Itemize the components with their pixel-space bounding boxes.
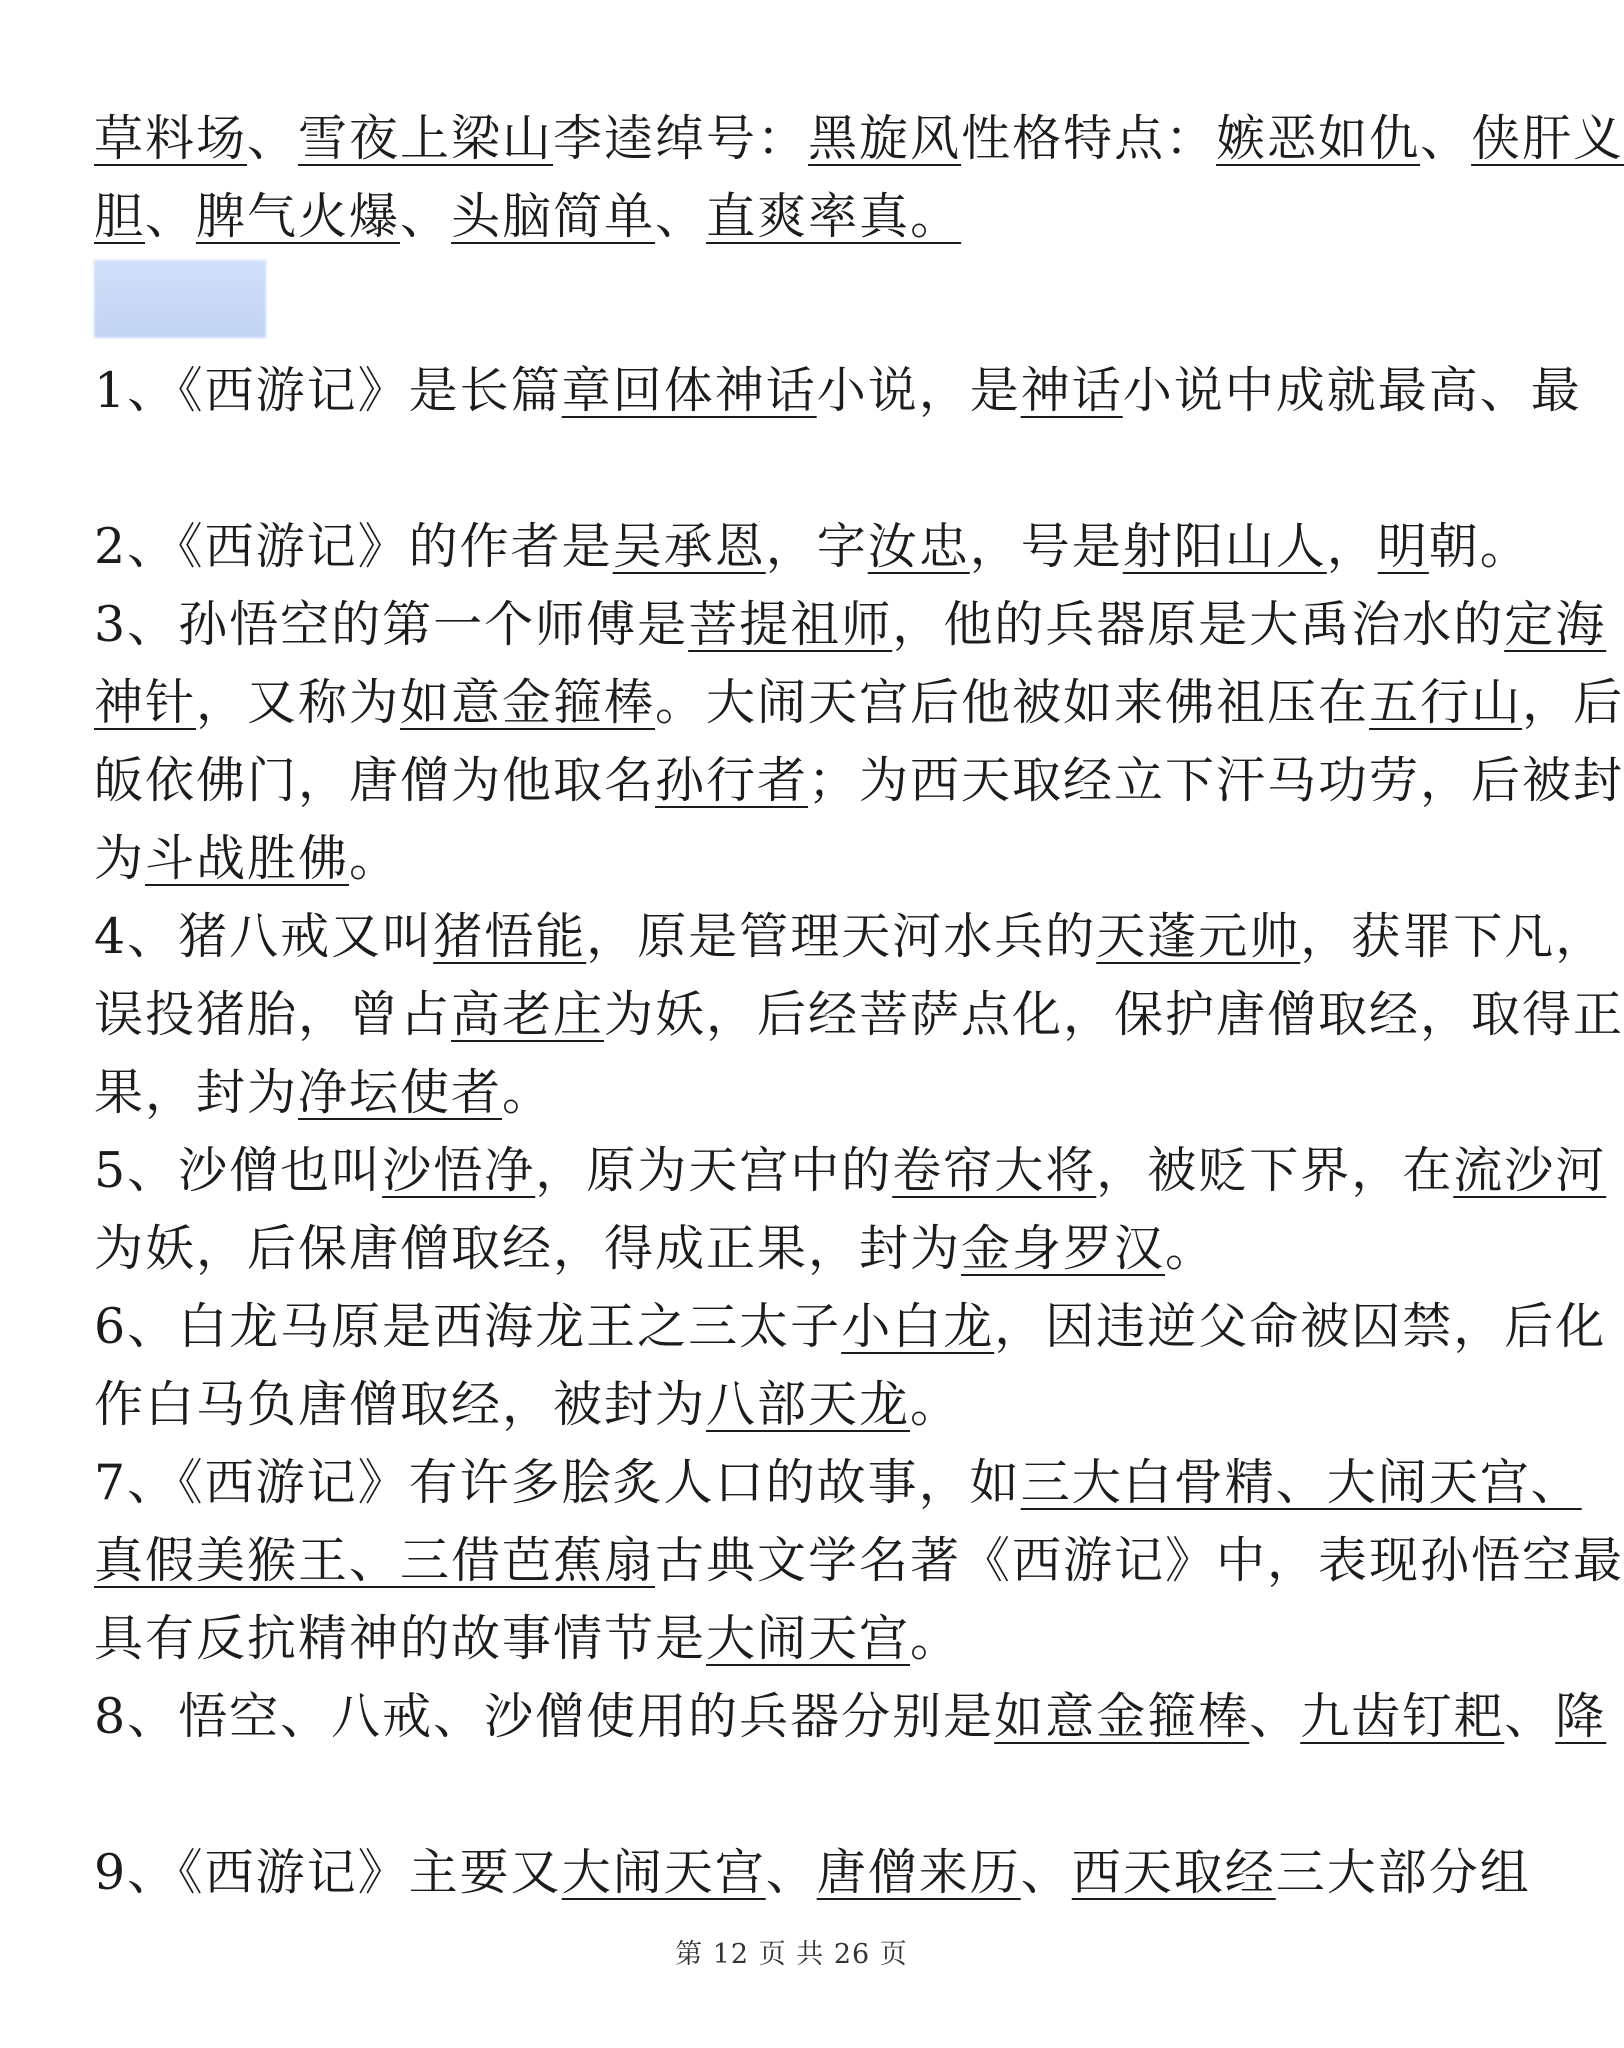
text-segment: 8、悟空、八戒、沙僧使用的兵器分别是 bbox=[94, 1688, 995, 1745]
text-segment: 小说中成就最高、最 bbox=[1122, 362, 1582, 419]
underlined-answer: 头脑简单 bbox=[451, 188, 656, 245]
text-segment: 、 bbox=[1420, 110, 1472, 167]
underlined-answer: 西天取经 bbox=[1071, 1844, 1276, 1901]
item-6-line-2 bbox=[94, 1366, 1494, 1444]
text-segment: 误投猪胎，曾占 bbox=[94, 986, 452, 1043]
text-segment: ，获罪下凡， bbox=[1300, 908, 1607, 965]
underlined-answer: 嫉恶如仇 bbox=[1216, 110, 1421, 167]
text-segment: ， bbox=[1326, 518, 1378, 575]
text-segment: 2、《西游记》的作者是 bbox=[94, 518, 613, 575]
text-segment: ，被贬下界，在 bbox=[1096, 1142, 1454, 1199]
text-segment: 9、《西游记》主要又 bbox=[94, 1844, 562, 1901]
underlined-answer: 胆 bbox=[94, 188, 146, 245]
text-segment: 、 bbox=[145, 188, 197, 245]
text-segment: 古典文学名著《西游记》中，表现孙悟空最 bbox=[655, 1532, 1624, 1589]
underlined-answer: 草料场 bbox=[94, 110, 248, 167]
underlined-answer: 小白龙 bbox=[841, 1298, 995, 1355]
text-segment: 。大闹天宫后他被如来佛祖压在 bbox=[655, 674, 1370, 731]
item-3-line-4 bbox=[94, 820, 1494, 898]
underlined-answer: 降 bbox=[1555, 1688, 1607, 1745]
underlined-answer: 真假美猴王、三借芭蕉扇 bbox=[94, 1532, 656, 1589]
text-segment: 、 bbox=[1249, 1688, 1301, 1745]
text-segment: ，原为天宫中的 bbox=[535, 1142, 893, 1199]
underlined-answer: 唐僧来历 bbox=[816, 1844, 1021, 1901]
item-7-line-3 bbox=[94, 1600, 1494, 1678]
underlined-answer: 脾气火爆 bbox=[196, 188, 401, 245]
item-3-line-3 bbox=[94, 742, 1624, 820]
text-segment: 。 bbox=[1165, 1220, 1217, 1277]
underlined-answer: 吴承恩 bbox=[612, 518, 766, 575]
text-segment: 、 bbox=[1020, 1844, 1072, 1901]
text-line-1 bbox=[94, 100, 1624, 178]
underlined-answer: 九齿钉耙 bbox=[1300, 1688, 1505, 1745]
text-segment: 、 bbox=[247, 110, 299, 167]
text-segment: ，号是 bbox=[969, 518, 1123, 575]
text-segment: 6、白龙马原是西海龙王之三太子 bbox=[94, 1298, 842, 1355]
text-segment: 小说，是 bbox=[816, 362, 1021, 419]
item-4-line-3 bbox=[94, 1054, 1494, 1132]
text-segment: ，后 bbox=[1522, 674, 1624, 731]
underlined-answer: 斗战胜佛 bbox=[145, 830, 350, 887]
item-3-line-2 bbox=[94, 664, 1624, 742]
text-segment: 3、孙悟空的第一个师傅是 bbox=[94, 596, 689, 653]
text-segment: 7、《西游记》有许多脍炙人口的故事，如 bbox=[94, 1454, 1021, 1511]
text-segment: 5、沙僧也叫 bbox=[94, 1142, 383, 1199]
text-segment: 李逵绰号： bbox=[553, 110, 809, 167]
item-1-line bbox=[94, 352, 1582, 430]
item-8-line bbox=[94, 1678, 1607, 1756]
text-segment: 。 bbox=[910, 1376, 962, 1433]
text-segment: 。 bbox=[910, 1610, 962, 1667]
text-segment: 1、《西游记》是长篇 bbox=[94, 362, 562, 419]
page-number-footer: 第 12 页 共 26 页 bbox=[675, 1939, 908, 1970]
text-segment: 皈依佛门，唐僧为他取名 bbox=[94, 752, 656, 809]
underlined-answer: 大闹天宫 bbox=[706, 1610, 911, 1667]
item-3-line-1 bbox=[94, 586, 1607, 664]
text-segment: 、 bbox=[765, 1844, 817, 1901]
underlined-answer: 射阳山人 bbox=[1122, 518, 1327, 575]
text-segment: ，字 bbox=[765, 518, 868, 575]
blank-gap bbox=[94, 1756, 1494, 1834]
text-segment: 三大部分组 bbox=[1275, 1844, 1531, 1901]
text-segment: ，因违逆父命被囚禁，后化 bbox=[994, 1298, 1607, 1355]
document-body bbox=[94, 100, 1624, 1912]
text-segment: ；为西天取经立下汗马功劳，后被封 bbox=[808, 752, 1624, 809]
blank-gap bbox=[94, 430, 1494, 508]
underlined-answer: 侠肝义 bbox=[1471, 110, 1624, 167]
underlined-answer: 如意金箍棒 bbox=[994, 1688, 1250, 1745]
item-6-line-1 bbox=[94, 1288, 1607, 1366]
item-5-line-2 bbox=[94, 1210, 1494, 1288]
underlined-answer: 三大白骨精、大闹天宫、 bbox=[1020, 1454, 1582, 1511]
underlined-answer: 高老庄 bbox=[451, 986, 605, 1043]
item-9-line bbox=[94, 1834, 1531, 1912]
text-segment: 、 bbox=[655, 188, 707, 245]
underlined-answer: 菩提祖师 bbox=[688, 596, 893, 653]
underlined-answer: 五行山 bbox=[1369, 674, 1523, 731]
underlined-answer: 流沙河 bbox=[1453, 1142, 1607, 1199]
underlined-answer: 八部天龙 bbox=[706, 1376, 911, 1433]
text-segment: 、 bbox=[1504, 1688, 1556, 1745]
underlined-answer: 猪悟能 bbox=[433, 908, 587, 965]
text-segment: 4、猪八戒又叫 bbox=[94, 908, 434, 965]
underlined-answer: 神话 bbox=[1020, 362, 1123, 419]
text-line-2 bbox=[94, 178, 1494, 256]
text-segment: ，又称为 bbox=[196, 674, 401, 731]
text-segment: ，原是管理天河水兵的 bbox=[586, 908, 1097, 965]
text-segment: ，他的兵器原是大禹治水的 bbox=[892, 596, 1505, 653]
underlined-answer: 雪夜上梁山 bbox=[298, 110, 554, 167]
text-segment: 性格特点： bbox=[961, 110, 1217, 167]
item-4-line-1 bbox=[94, 898, 1607, 976]
item-7-line-1 bbox=[94, 1444, 1582, 1522]
underlined-answer: 直爽率真。 bbox=[706, 188, 962, 245]
text-segment: 为妖，后经菩萨点化，保护唐僧取经，取得正 bbox=[604, 986, 1624, 1043]
item-4-line-2 bbox=[94, 976, 1624, 1054]
text-segment: 、 bbox=[400, 188, 452, 245]
underlined-answer: 明 bbox=[1377, 518, 1429, 575]
item-7-line-2 bbox=[94, 1522, 1624, 1600]
text-segment: 作白马负唐僧取经，被封为 bbox=[94, 1376, 707, 1433]
text-segment: 朝。 bbox=[1428, 518, 1531, 575]
underlined-answer: 天蓬元帅 bbox=[1096, 908, 1301, 965]
underlined-answer: 如意金箍棒 bbox=[400, 674, 656, 731]
underlined-answer: 沙悟净 bbox=[382, 1142, 536, 1199]
underlined-answer: 孙行者 bbox=[655, 752, 809, 809]
underlined-answer: 定海 bbox=[1504, 596, 1607, 653]
text-segment: 。 bbox=[349, 830, 401, 887]
underlined-answer: 大闹天宫 bbox=[561, 1844, 766, 1901]
text-segment: 具有反抗精神的故事情节是 bbox=[94, 1610, 707, 1667]
text-segment: 为妖，后保唐僧取经，得成正果，封为 bbox=[94, 1220, 962, 1277]
underlined-answer: 卷帘大将 bbox=[892, 1142, 1097, 1199]
underlined-answer: 净坛使者 bbox=[298, 1064, 503, 1121]
underlined-answer: 黑旋风 bbox=[808, 110, 962, 167]
text-segment: 为 bbox=[94, 830, 146, 887]
underlined-answer: 章回体神话 bbox=[561, 362, 817, 419]
underlined-answer: 金身罗汉 bbox=[961, 1220, 1166, 1277]
text-segment: 果，封为 bbox=[94, 1064, 299, 1121]
text-segment: 。 bbox=[502, 1064, 554, 1121]
item-2-line bbox=[94, 508, 1531, 586]
redacted-heading-block bbox=[94, 260, 266, 338]
item-5-line-1 bbox=[94, 1132, 1607, 1210]
underlined-answer: 汝忠 bbox=[867, 518, 970, 575]
underlined-answer: 神针 bbox=[94, 674, 197, 731]
